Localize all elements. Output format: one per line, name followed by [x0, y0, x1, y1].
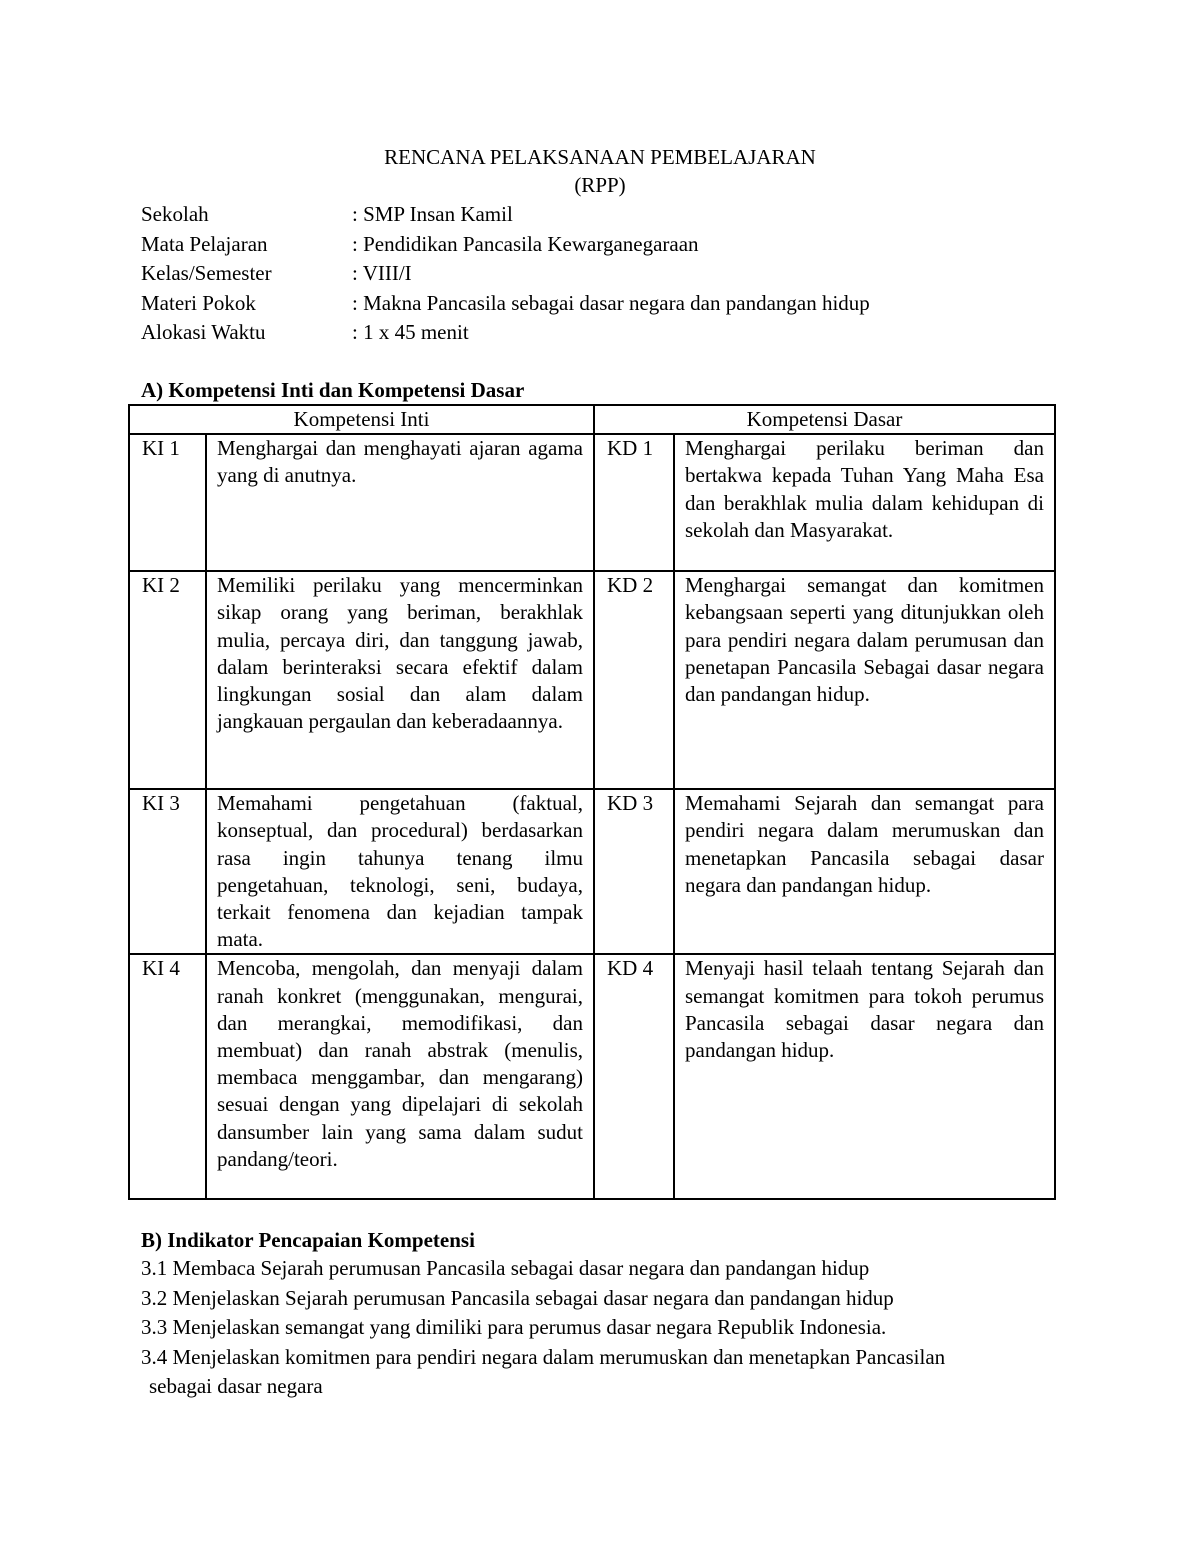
table-row	[129, 571, 1055, 789]
info-row-materi-pokok	[141, 289, 870, 319]
section-a-heading: A) Kompetensi Inti dan Kompetensi Dasar	[141, 378, 525, 402]
info-label: Mata Pelajaran	[141, 231, 268, 256]
document-subtitle: (RPP)	[574, 173, 626, 197]
list-item: 3.2 Menjelaskan Sejarah perumusan Pancasila sebagai dasar negara dan pandangan hidup	[141, 1285, 894, 1310]
kd-text: Menghargai semangat dan komitmen kebangsaan seperti yang ditunjukkan oleh para pendiri negara dalam perumusan dan penetapan Pancasila Sebagai dasar negara dan pandangan hidup.	[674, 571, 1055, 789]
ki-text: Mencoba, mengolah, dan menyaji dalam ranah konkret (menggunakan, mengurai, dan merangkai, memodifikasi, dan membuat) dan ranah abstrak (menulis, membaca menggambar, dan mengarang) sesuai dengan yang dipelajari di sekolah dansumber lain yang sama dalam sudut pandang/teori.	[206, 954, 594, 1199]
info-value: : 1 x 45 menit	[352, 320, 469, 344]
table-row	[129, 954, 1055, 1199]
column-header-kd: Kompetensi Dasar	[594, 405, 1055, 434]
indicator-list	[141, 1254, 1071, 1402]
info-row-alokasi-waktu	[141, 318, 870, 348]
kd-text: Memahami Sejarah dan semangat para pendiri negara dalam merumuskan dan menetapkan Pancasila sebagai dasar negara dan pandangan hidup.	[674, 789, 1055, 954]
ki-code: KI 4	[129, 954, 206, 1199]
kd-text: Menghargai perilaku beriman dan bertakwa kepada Tuhan Yang Maha Esa dan berakhlak mulia dalam kehidupan di sekolah dan Masyarakat.	[674, 434, 1055, 571]
info-block	[141, 200, 870, 348]
ki-code: KI 2	[129, 571, 206, 789]
table-row	[129, 789, 1055, 954]
table-header-row	[129, 405, 1055, 434]
ki-text: Memiliki perilaku yang mencerminkan sikap orang yang beriman, berakhlak mulia, percaya diri, dan tanggung jawab, dalam berinteraksi secara efektif dalam lingkungan sosial dan alam dalam jangkauan pergaulan dan keberadaannya.	[206, 571, 594, 789]
info-value: : Pendidikan Pancasila Kewarganegaraan	[352, 231, 699, 256]
kd-code: KD 2	[594, 571, 674, 789]
ki-code: KI 3	[129, 789, 206, 954]
info-label: Alokasi Waktu	[141, 320, 266, 344]
ki-text: Menghargai dan menghayati ajaran agama yang di anutnya.	[206, 434, 594, 571]
ki-code: KI 1	[129, 434, 206, 571]
kd-code: KD 4	[594, 954, 674, 1199]
kd-code: KD 1	[594, 434, 674, 571]
info-value: : VIII/I	[352, 261, 412, 285]
list-item: 3.3 Menjelaskan semangat yang dimiliki para perumus dasar negara Republik Indonesia.	[141, 1315, 887, 1339]
info-label: Sekolah	[141, 202, 209, 226]
document-title: RENCANA PELAKSANAAN PEMBELAJARAN	[384, 145, 816, 169]
ki-text: Memahami pengetahuan (faktual, konseptual, dan procedural) berdasarkan rasa ingin tahunya tenang ilmu pengetahuan, teknologi, seni, budaya, terkait fenomena dan kejadian tampak mata.	[206, 789, 594, 954]
table-row	[129, 434, 1055, 571]
info-value: : SMP Insan Kamil	[352, 202, 513, 226]
section-b-heading: B) Indikator Pencapaian Kompetensi	[141, 1228, 475, 1252]
info-value: : Makna Pancasila sebagai dasar negara dan pandangan hidup	[352, 290, 870, 315]
kd-code: KD 3	[594, 789, 674, 954]
list-item-continuation: sebagai dasar negara	[149, 1374, 323, 1398]
info-row-mata-pelajaran	[141, 230, 870, 260]
list-item: 3.4 Menjelaskan komitmen para pendiri negara dalam merumuskan dan menetapkan Pancasilan	[141, 1344, 946, 1369]
kd-text: Menyaji hasil telaah tentang Sejarah dan semangat komitmen para tokoh perumus Pancasila sebagai dasar negara dan pandangan hidup.	[674, 954, 1055, 1199]
info-row-sekolah	[141, 200, 870, 230]
info-label: Kelas/Semester	[141, 261, 272, 285]
info-label: Materi Pokok	[141, 290, 256, 315]
competency-table	[128, 404, 1056, 1200]
column-header-ki: Kompetensi Inti	[129, 405, 594, 434]
list-item: 3.1 Membaca Sejarah perumusan Pancasila sebagai dasar negara dan pandangan hidup	[141, 1256, 870, 1280]
info-row-kelas-semester	[141, 259, 870, 289]
